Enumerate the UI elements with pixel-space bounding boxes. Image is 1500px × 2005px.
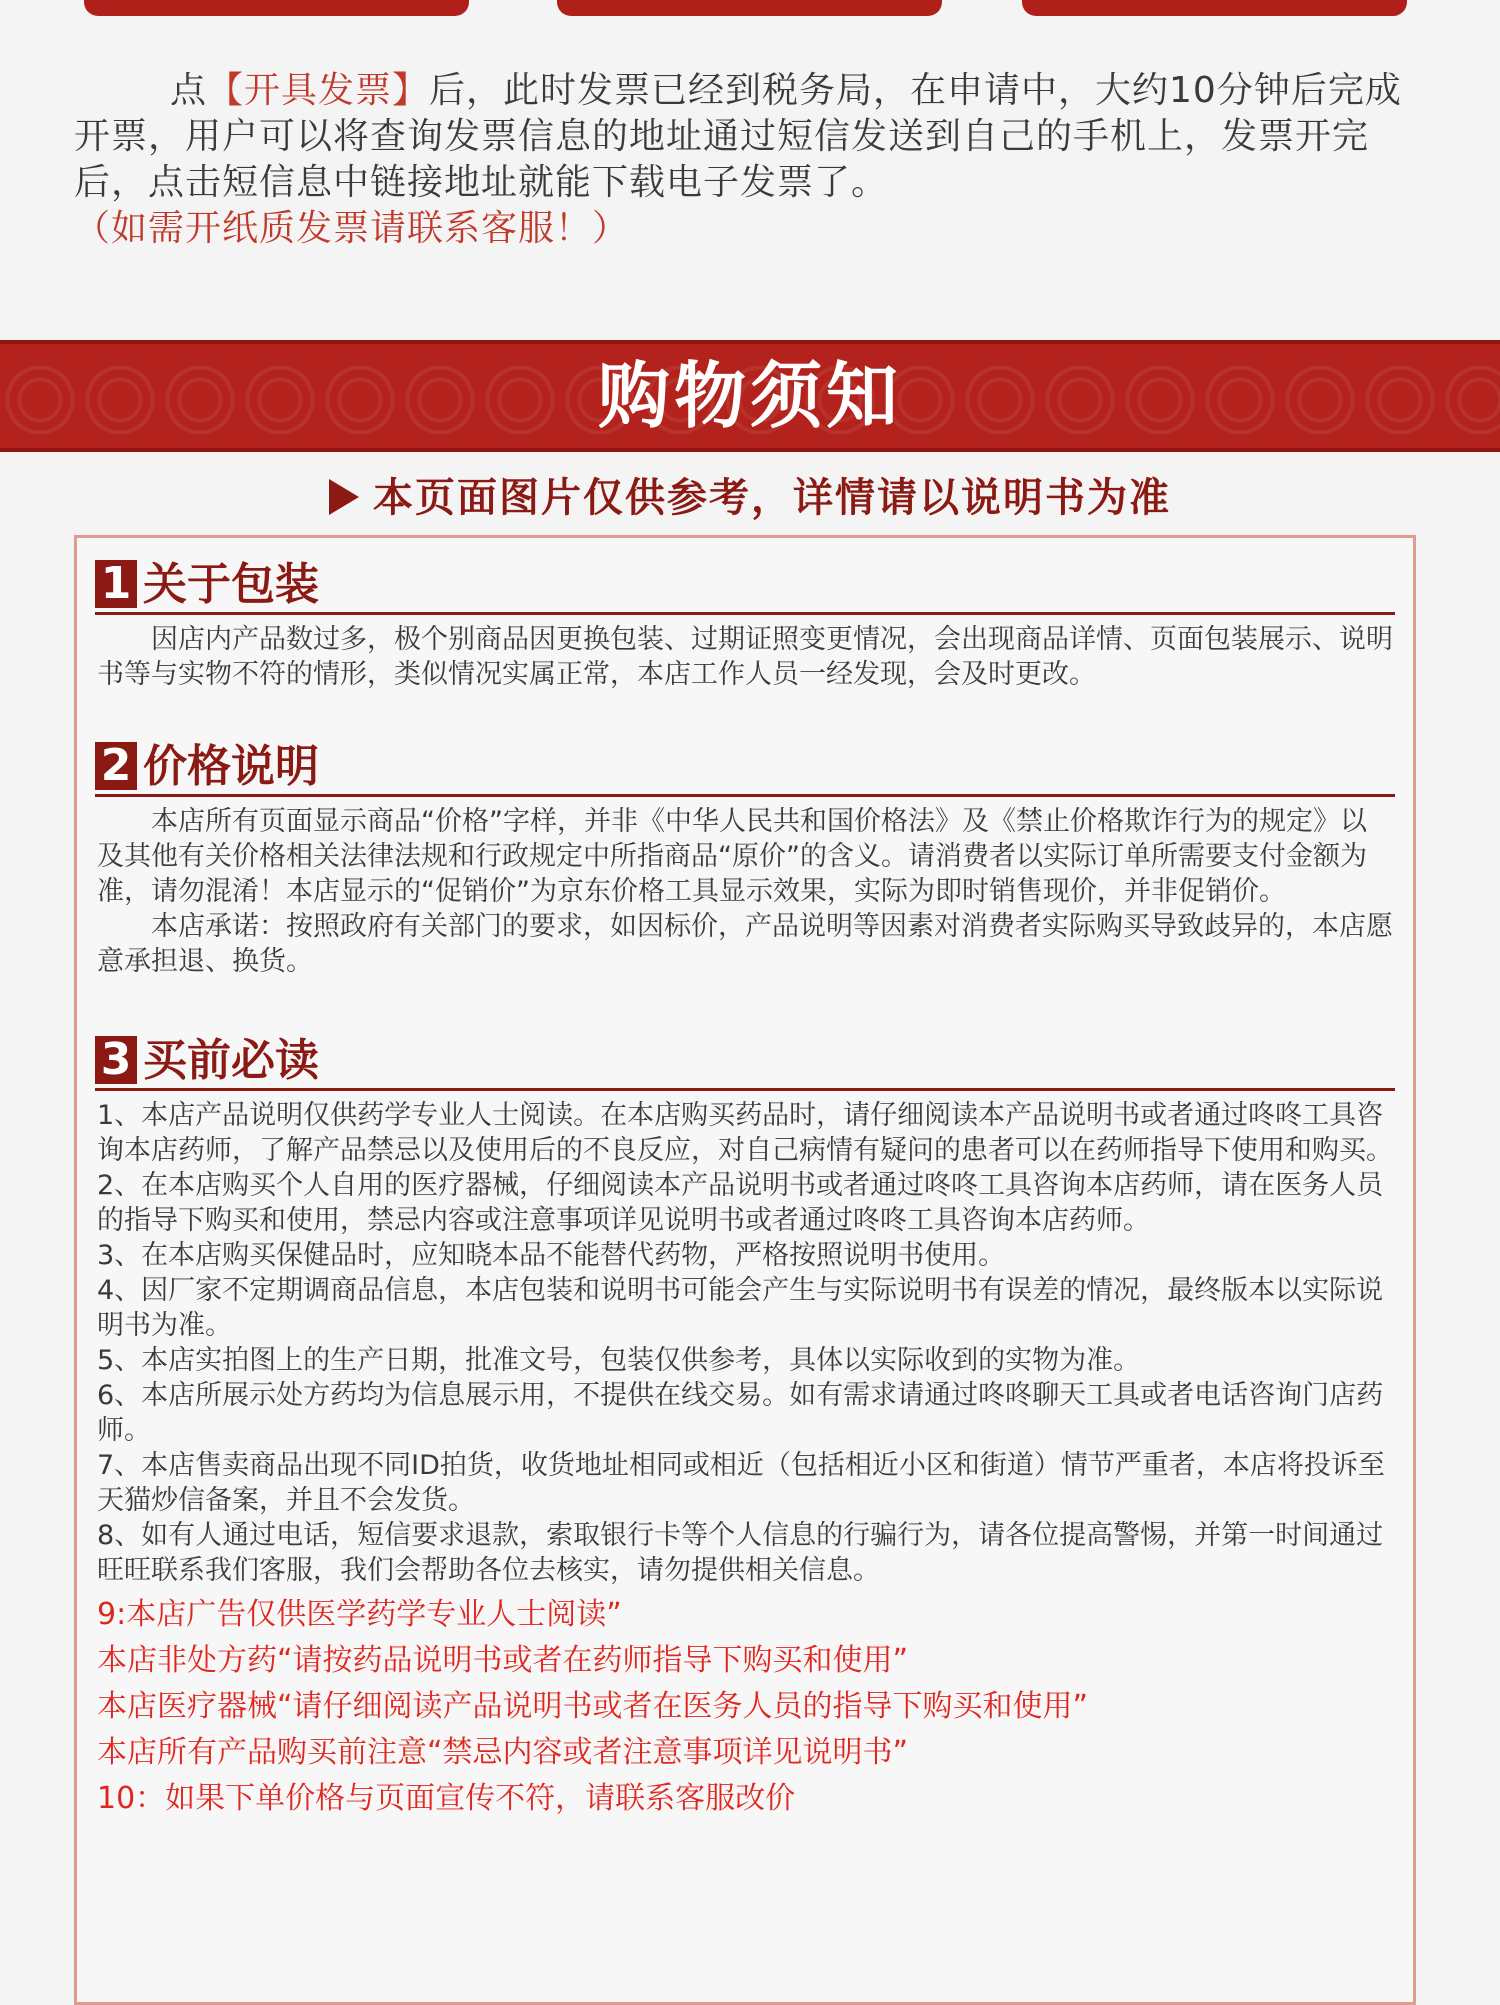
red-notice: 本店所有产品购买前注意“禁忌内容或者注意事项详见说明书” [97, 1735, 909, 1770]
red-notice: 本店非处方药“请按药品说明书或者在药师指导下购买和使用” [97, 1643, 909, 1678]
section-body-must-read [97, 1098, 1393, 1822]
list-item: 6、本店所展示处方药均为信息展示用，不提供在线交易。如有需求请通过咚咚聊天工具或者电话咨询门店药师。 [97, 1380, 1384, 1446]
section-number: 1 [95, 560, 137, 608]
section-body-price: 本店所有页面显示商品“价格”字样，并非《中华人民共和国价格法》及《禁止价格欺诈行为的规定》以及其他有关价格相关法律法规和行政规定中所指商品“原价”的含义。请消费者以实际订单所需要支付金额为准，请勿混淆！本店显示的“促销价”为京东价格工具显示效果，实际为即时销售现价，并非促销价。 本店承诺：按照政府有关部门的要求，如因标价，产品说明等因素对消费者实际购买导致歧异的，本店愿意承担退、换货。 [97, 806, 1393, 977]
section-header-must-read [95, 1034, 1395, 1091]
section-body-packaging: 因店内产品数过多，极个别商品因更换包装、过期证照变更情况，会出现商品详情、页面包装展示、说明书等与实物不符的情形，类似情况实属正常，本店工作人员一经发现，会及时更改。 [97, 624, 1393, 690]
section-title: 价格说明 [143, 741, 319, 792]
list-item: 7、本店售卖商品出现不同ID拍货，收货地址相同或相近（包括相近小区和街道）情节严重者，本店将投诉至天猫炒信备案，并且不会发货。 [97, 1450, 1385, 1516]
section-header-price [95, 740, 1395, 797]
section-title: 买前必读 [143, 1035, 319, 1086]
red-notice: 9:本店广告仅供医学药学专业人士阅读” [97, 1597, 622, 1632]
invoice-note: （如需开纸质发票请联系客服！） [74, 208, 630, 249]
invoice-bracket-text: 【开具发票】 [207, 70, 430, 111]
red-notice: 本店医疗器械“请仔细阅读产品说明书或者在医务人员的指导下购买和使用” [97, 1689, 1089, 1724]
list-item: 3、在本店购买保健品时，应知晓本品不能替代药物，严格按照说明书使用。 [97, 1240, 1006, 1271]
invoice-instructions: 点【开具发票】后，此时发票已经到税务局，在申请中，大约10分钟后完成开票，用户可以将查询发票信息的地址通过短信发送到自己的手机上，发票开完后，点击短信息中链接地址就能下载电子发票了。（如需开纸质发票请联系客服！） [74, 70, 1402, 249]
section-title: 关于包装 [143, 559, 319, 610]
list-item: 1、本店产品说明仅供药学专业人士阅读。在本店购买药品时，请仔细阅读本产品说明书或者通过咚咚工具咨询本店药师，了解产品禁忌以及使用后的不良反应，对自己病情有疑问的患者可以在药师指导下使用和购买。 [97, 1100, 1393, 1166]
step-button-1 [84, 0, 469, 16]
subtitle: 本页面图片仅供参考，详情请以说明书为准 [0, 466, 1500, 523]
list-item: 2、在本店购买个人自用的医疗器械，仔细阅读本产品说明书或者通过咚咚工具咨询本店药师，请在医务人员的指导下购买和使用，禁忌内容或注意事项详见说明书或者通过咚咚工具咨询本店药师。 [97, 1170, 1384, 1236]
section-number: 2 [95, 742, 137, 790]
step-button-2 [557, 0, 942, 16]
red-notice: 10：如果下单价格与页面宣传不符，请联系客服改价 [97, 1781, 796, 1816]
list-item: 8、如有人通过电话，短信要求退款，索取银行卡等个人信息的行骗行为，请各位提高警惕，并第一时间通过旺旺联系我们客服，我们会帮助各位去核实，请勿提供相关信息。 [97, 1520, 1384, 1586]
section-header-packaging [95, 558, 1395, 615]
banner-title: 购物须知 [597, 354, 902, 438]
notice-box [74, 535, 1416, 2005]
step-button-3 [1022, 0, 1407, 16]
triangle-icon [329, 479, 359, 515]
list-item: 5、本店实拍图上的生产日期，批准文号，包装仅供参考，具体以实际收到的实物为准。 [97, 1345, 1141, 1376]
list-item: 4、因厂家不定期调商品信息，本店包装和说明书可能会产生与实际说明书有误差的情况，最终版本以实际说明书为准。 [97, 1275, 1384, 1341]
section-number: 3 [95, 1036, 137, 1084]
